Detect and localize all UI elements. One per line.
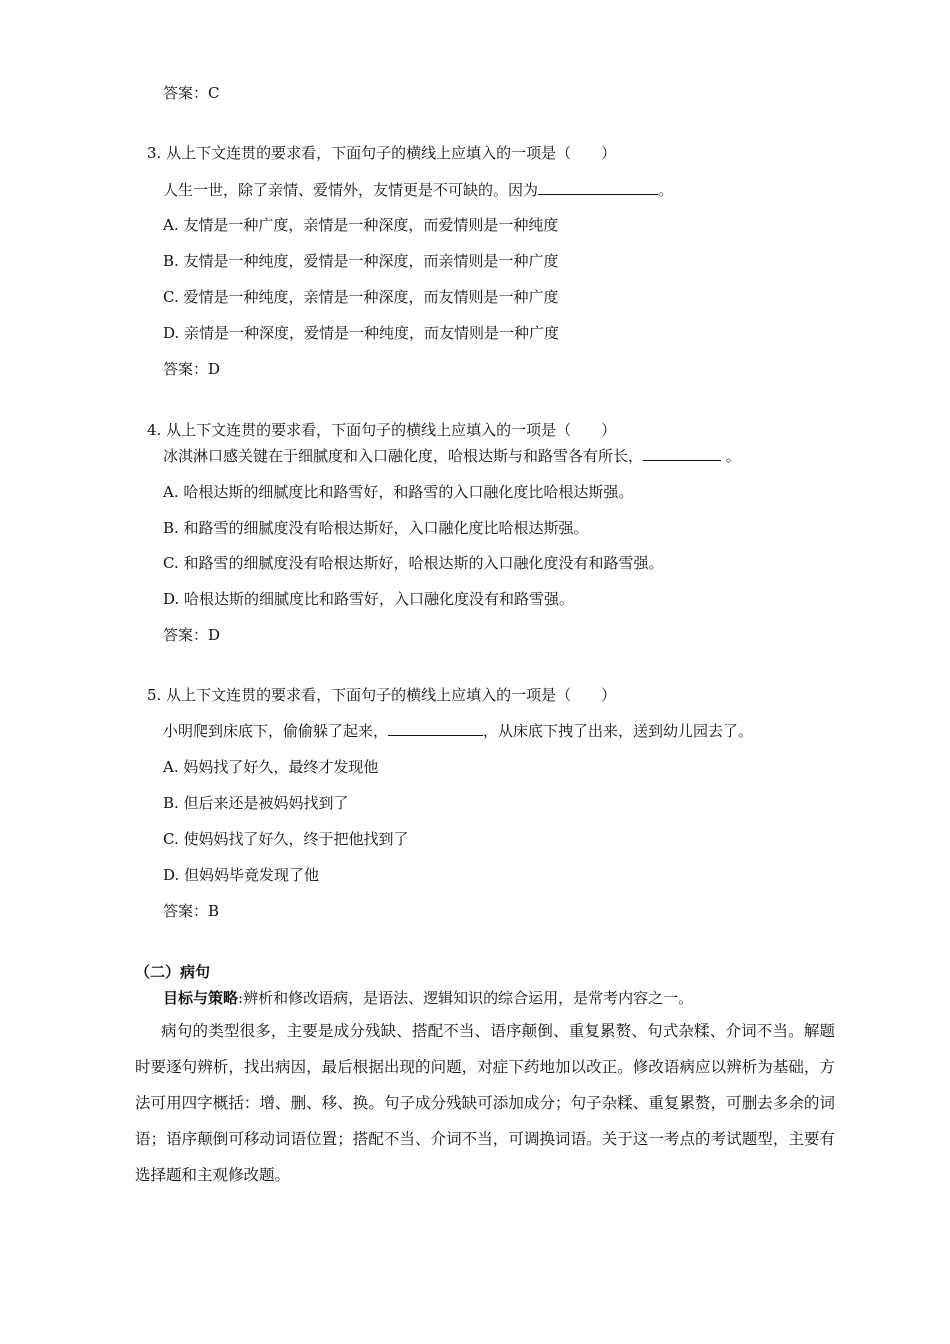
question-5-option-d: D. 但妈妈毕竟发现了他 — [163, 866, 320, 884]
question-5-option-a: A. 妈妈找了好久，最终才发现他 — [163, 758, 379, 776]
question-3-option-a: A. 友情是一种广度，亲情是一种深度，而爱情则是一种纯度 — [163, 216, 559, 234]
section-body-text: 病句的类型很多，主要是成分残缺、搭配不当、语序颠倒、重复累赘、句式杂糅、介词不当。解题时要逐句辨析，找出病因，最后根据出现的问题，对症下药地加以改正。修改语病应以辨析为基础，方法可用四字概括：增、删、移、换。句子成分残缺可添加成分；句子杂糅、重复累赘，可删去多余的词语；语序颠倒可移动词语位置；搭配不当、介词不当，可调换词语。关于这一考点的考试题型，主要有选择题和主观修改题。 — [135, 1022, 835, 1184]
question-4-context-end: 。 — [721, 447, 741, 465]
section-heading: （二）病句 — [135, 963, 211, 981]
question-4-option-a: A. 哈根达斯的细腻度比和路雪好，和路雪的入口融化度比哈根达斯强。 — [163, 483, 634, 501]
question-5-context-end: ，从床底下拽了出来，送到幼儿园去了。 — [483, 722, 754, 740]
question-3-option-b: B. 友情是一种纯度，爱情是一种深度，而亲情则是一种广度 — [163, 252, 559, 270]
answer-prev: 答案：C — [163, 84, 220, 102]
question-4-option-b: B. 和路雪的细腻度没有哈根达斯好，入口融化度比哈根达斯强。 — [163, 519, 589, 537]
goal-text: :辨析和修改语病，是语法、逻辑知识的综合运用，是常考内容之一。 — [238, 989, 694, 1007]
fill-blank — [538, 180, 658, 195]
question-5-stem: 5. 从上下文连贯的要求看，下面句子的横线上应填入的一项是（ ） — [147, 686, 617, 704]
question-5-context — [163, 721, 753, 741]
section-goal — [163, 988, 693, 1008]
question-5-option-c: C. 使妈妈找了好久，终于把他找到了 — [163, 830, 409, 848]
question-3-context-end: 。 — [658, 181, 674, 199]
question-3-context-text: 人生一世，除了亲情、爱情外，友情更是不可缺的。因为 — [163, 181, 539, 199]
question-3-context — [163, 180, 673, 200]
question-4-option-d: D. 哈根达斯的细腻度比和路雪好，入口融化度没有和路雪强。 — [163, 590, 575, 608]
question-3-option-c: C. 爱情是一种纯度，亲情是一种深度，而友情则是一种广度 — [163, 288, 559, 306]
question-4-answer: 答案：D — [163, 626, 221, 644]
goal-label: 目标与策略 — [163, 989, 239, 1007]
section-body — [135, 1013, 835, 1193]
question-4-stem: 4. 从上下文连贯的要求看，下面句子的横线上应填入的一项是（ ） — [147, 421, 617, 439]
question-4-context-text: 冰淇淋口感关键在于细腻度和入口融化度，哈根达斯与和路雪各有所长， — [163, 447, 644, 465]
fill-blank — [643, 446, 721, 461]
question-4-option-c: C. 和路雪的细腻度没有哈根达斯好，哈根达斯的入口融化度没有和路雪强。 — [163, 554, 664, 572]
question-5-answer: 答案：B — [163, 902, 220, 920]
question-5-option-b: B. 但后来还是被妈妈找到了 — [163, 794, 349, 812]
question-3-answer: 答案：D — [163, 360, 221, 378]
question-4-context — [163, 446, 741, 466]
fill-blank — [388, 721, 483, 736]
question-5-context-text: 小明爬到床底下，偷偷躲了起来， — [163, 722, 389, 740]
question-3-option-d: D. 亲情是一种深度，爱情是一种纯度，而友情则是一种广度 — [163, 324, 560, 342]
question-3-stem: 3. 从上下文连贯的要求看，下面句子的横线上应填入的一项是（ ） — [147, 144, 617, 162]
